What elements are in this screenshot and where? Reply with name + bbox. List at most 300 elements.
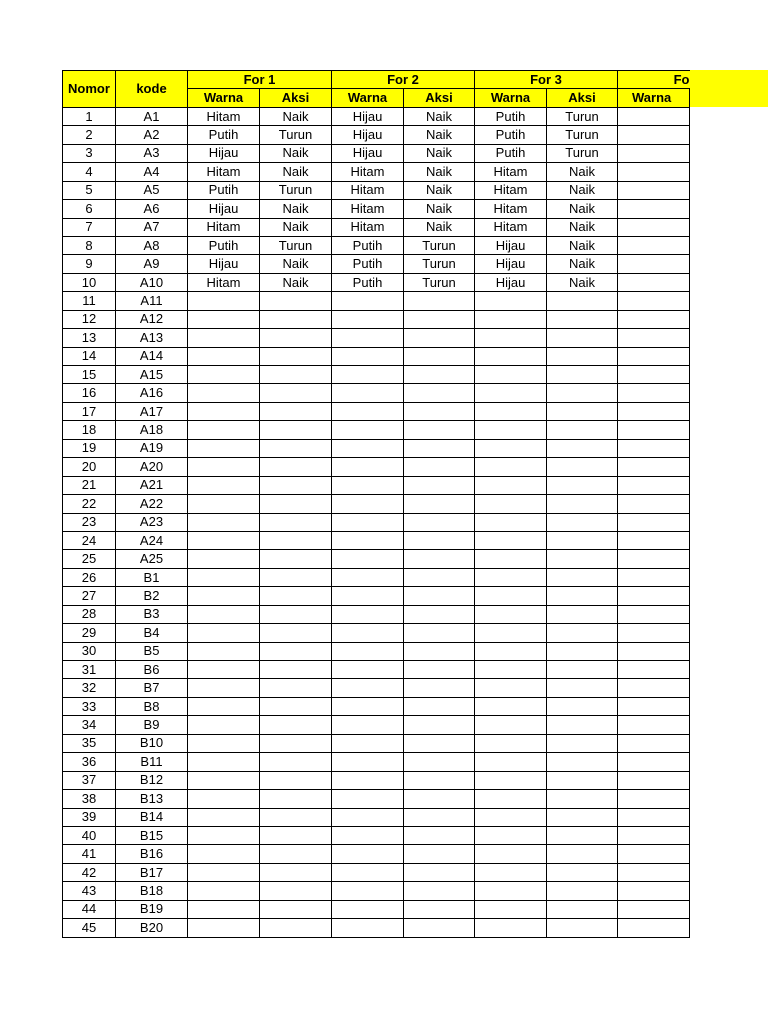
- cell-nomor[interactable]: 42: [63, 863, 116, 881]
- cell-kode[interactable]: A16: [116, 384, 188, 402]
- cell-aksi-1[interactable]: [260, 919, 332, 937]
- cell-aksi-3[interactable]: [547, 845, 618, 863]
- cell-nomor[interactable]: 29: [63, 624, 116, 642]
- cell-warna-4[interactable]: [618, 347, 690, 365]
- cell-warna-3[interactable]: [475, 329, 547, 347]
- cell-aksi-1[interactable]: [260, 771, 332, 789]
- cell-kode[interactable]: B3: [116, 605, 188, 623]
- cell-aksi-1[interactable]: [260, 550, 332, 568]
- cell-warna-2[interactable]: Hijau: [332, 144, 404, 162]
- cell-warna-3[interactable]: [475, 661, 547, 679]
- cell-warna-3[interactable]: [475, 642, 547, 660]
- cell-aksi-2[interactable]: [404, 919, 475, 937]
- cell-warna-2[interactable]: [332, 347, 404, 365]
- cell-warna-2[interactable]: [332, 402, 404, 420]
- cell-warna-1[interactable]: Putih: [188, 126, 260, 144]
- cell-aksi-2[interactable]: [404, 624, 475, 642]
- cell-warna-3[interactable]: [475, 882, 547, 900]
- cell-warna-2[interactable]: [332, 421, 404, 439]
- cell-warna-2[interactable]: [332, 292, 404, 310]
- cell-warna-1[interactable]: [188, 771, 260, 789]
- cell-aksi-3[interactable]: [547, 661, 618, 679]
- cell-warna-1[interactable]: Hitam: [188, 218, 260, 236]
- cell-warna-3[interactable]: [475, 624, 547, 642]
- cell-kode[interactable]: A2: [116, 126, 188, 144]
- cell-nomor[interactable]: 22: [63, 495, 116, 513]
- cell-warna-4[interactable]: [618, 679, 690, 697]
- cell-warna-1[interactable]: [188, 826, 260, 844]
- cell-aksi-3[interactable]: [547, 587, 618, 605]
- cell-aksi-2[interactable]: [404, 790, 475, 808]
- cell-aksi-2[interactable]: [404, 753, 475, 771]
- cell-aksi-3[interactable]: [547, 863, 618, 881]
- cell-warna-1[interactable]: [188, 310, 260, 328]
- cell-aksi-2[interactable]: Turun: [404, 273, 475, 291]
- cell-warna-3[interactable]: Hijau: [475, 255, 547, 273]
- cell-nomor[interactable]: 16: [63, 384, 116, 402]
- cell-aksi-1[interactable]: [260, 863, 332, 881]
- cell-aksi-3[interactable]: Naik: [547, 200, 618, 218]
- cell-nomor[interactable]: 4: [63, 163, 116, 181]
- cell-aksi-1[interactable]: [260, 458, 332, 476]
- cell-aksi-2[interactable]: [404, 366, 475, 384]
- cell-aksi-3[interactable]: Naik: [547, 236, 618, 254]
- cell-nomor[interactable]: 26: [63, 568, 116, 586]
- cell-warna-3[interactable]: [475, 697, 547, 715]
- cell-aksi-2[interactable]: [404, 734, 475, 752]
- header-nomor[interactable]: Nomor: [63, 71, 116, 108]
- cell-warna-3[interactable]: [475, 421, 547, 439]
- cell-aksi-2[interactable]: [404, 513, 475, 531]
- cell-aksi-1[interactable]: Naik: [260, 107, 332, 125]
- cell-nomor[interactable]: 27: [63, 587, 116, 605]
- cell-aksi-3[interactable]: [547, 808, 618, 826]
- cell-nomor[interactable]: 37: [63, 771, 116, 789]
- cell-aksi-1[interactable]: [260, 808, 332, 826]
- cell-aksi-3[interactable]: [547, 882, 618, 900]
- cell-warna-2[interactable]: [332, 845, 404, 863]
- cell-warna-1[interactable]: [188, 624, 260, 642]
- cell-kode[interactable]: A17: [116, 402, 188, 420]
- cell-warna-1[interactable]: [188, 568, 260, 586]
- cell-kode[interactable]: B5: [116, 642, 188, 660]
- cell-aksi-2[interactable]: [404, 439, 475, 457]
- cell-warna-2[interactable]: Hijau: [332, 126, 404, 144]
- cell-aksi-1[interactable]: Turun: [260, 236, 332, 254]
- cell-aksi-1[interactable]: [260, 697, 332, 715]
- cell-warna-2[interactable]: Putih: [332, 255, 404, 273]
- cell-nomor[interactable]: 17: [63, 402, 116, 420]
- cell-aksi-2[interactable]: Turun: [404, 255, 475, 273]
- cell-nomor[interactable]: 3: [63, 144, 116, 162]
- cell-warna-1[interactable]: [188, 661, 260, 679]
- cell-aksi-1[interactable]: [260, 384, 332, 402]
- cell-warna-1[interactable]: [188, 439, 260, 457]
- cell-warna-2[interactable]: [332, 624, 404, 642]
- cell-kode[interactable]: A4: [116, 163, 188, 181]
- cell-nomor[interactable]: 8: [63, 236, 116, 254]
- cell-warna-1[interactable]: [188, 605, 260, 623]
- cell-warna-2[interactable]: [332, 863, 404, 881]
- cell-warna-1[interactable]: [188, 421, 260, 439]
- cell-warna-1[interactable]: Putih: [188, 236, 260, 254]
- cell-warna-3[interactable]: [475, 863, 547, 881]
- cell-warna-1[interactable]: [188, 329, 260, 347]
- cell-warna-4[interactable]: [618, 734, 690, 752]
- cell-nomor[interactable]: 9: [63, 255, 116, 273]
- cell-aksi-3[interactable]: [547, 476, 618, 494]
- cell-warna-1[interactable]: [188, 495, 260, 513]
- cell-nomor[interactable]: 40: [63, 826, 116, 844]
- cell-kode[interactable]: A21: [116, 476, 188, 494]
- cell-aksi-2[interactable]: Naik: [404, 200, 475, 218]
- cell-warna-2[interactable]: Putih: [332, 273, 404, 291]
- cell-warna-4[interactable]: [618, 236, 690, 254]
- cell-warna-3[interactable]: [475, 476, 547, 494]
- cell-nomor[interactable]: 43: [63, 882, 116, 900]
- cell-aksi-2[interactable]: [404, 845, 475, 863]
- cell-warna-4[interactable]: [618, 292, 690, 310]
- cell-aksi-2[interactable]: [404, 329, 475, 347]
- cell-kode[interactable]: B9: [116, 716, 188, 734]
- cell-warna-2[interactable]: [332, 900, 404, 918]
- cell-aksi-3[interactable]: [547, 716, 618, 734]
- cell-nomor[interactable]: 2: [63, 126, 116, 144]
- cell-warna-4[interactable]: [618, 476, 690, 494]
- cell-kode[interactable]: A15: [116, 366, 188, 384]
- cell-aksi-2[interactable]: [404, 568, 475, 586]
- cell-nomor[interactable]: 33: [63, 697, 116, 715]
- cell-warna-3[interactable]: [475, 753, 547, 771]
- cell-kode[interactable]: A18: [116, 421, 188, 439]
- cell-nomor[interactable]: 31: [63, 661, 116, 679]
- cell-warna-4[interactable]: [618, 790, 690, 808]
- cell-aksi-2[interactable]: [404, 384, 475, 402]
- cell-aksi-3[interactable]: [547, 347, 618, 365]
- cell-kode[interactable]: B11: [116, 753, 188, 771]
- cell-aksi-2[interactable]: Naik: [404, 126, 475, 144]
- cell-aksi-2[interactable]: [404, 605, 475, 623]
- cell-aksi-2[interactable]: [404, 550, 475, 568]
- cell-nomor[interactable]: 24: [63, 531, 116, 549]
- cell-warna-2[interactable]: [332, 310, 404, 328]
- cell-aksi-1[interactable]: [260, 605, 332, 623]
- cell-warna-1[interactable]: [188, 863, 260, 881]
- cell-aksi-3[interactable]: Naik: [547, 163, 618, 181]
- cell-nomor[interactable]: 20: [63, 458, 116, 476]
- cell-warna-1[interactable]: [188, 882, 260, 900]
- cell-aksi-2[interactable]: [404, 882, 475, 900]
- cell-aksi-1[interactable]: Naik: [260, 163, 332, 181]
- cell-warna-4[interactable]: [618, 863, 690, 881]
- cell-aksi-3[interactable]: [547, 384, 618, 402]
- cell-warna-4[interactable]: [618, 642, 690, 660]
- cell-aksi-2[interactable]: [404, 310, 475, 328]
- cell-aksi-1[interactable]: [260, 310, 332, 328]
- cell-warna-3[interactable]: [475, 531, 547, 549]
- cell-aksi-3[interactable]: Naik: [547, 218, 618, 236]
- cell-aksi-1[interactable]: [260, 366, 332, 384]
- cell-warna-4[interactable]: [618, 753, 690, 771]
- cell-kode[interactable]: A1: [116, 107, 188, 125]
- cell-aksi-2[interactable]: [404, 642, 475, 660]
- cell-kode[interactable]: A23: [116, 513, 188, 531]
- cell-warna-4[interactable]: [618, 384, 690, 402]
- cell-warna-1[interactable]: [188, 384, 260, 402]
- cell-warna-2[interactable]: [332, 495, 404, 513]
- cell-warna-3[interactable]: Putih: [475, 144, 547, 162]
- cell-warna-4[interactable]: [618, 697, 690, 715]
- cell-warna-2[interactable]: [332, 366, 404, 384]
- cell-aksi-3[interactable]: [547, 697, 618, 715]
- cell-warna-3[interactable]: [475, 347, 547, 365]
- cell-warna-2[interactable]: [332, 808, 404, 826]
- cell-kode[interactable]: A6: [116, 200, 188, 218]
- cell-warna-3[interactable]: Hijau: [475, 236, 547, 254]
- cell-aksi-2[interactable]: [404, 292, 475, 310]
- cell-aksi-1[interactable]: [260, 495, 332, 513]
- cell-nomor[interactable]: 45: [63, 919, 116, 937]
- header-warna-3[interactable]: Warna: [475, 89, 547, 107]
- header-group-for-2[interactable]: For 2: [332, 71, 475, 89]
- cell-warna-4[interactable]: [618, 568, 690, 586]
- cell-aksi-1[interactable]: [260, 716, 332, 734]
- cell-warna-4[interactable]: [618, 402, 690, 420]
- cell-warna-4[interactable]: [618, 329, 690, 347]
- cell-aksi-1[interactable]: [260, 845, 332, 863]
- cell-warna-3[interactable]: [475, 919, 547, 937]
- cell-warna-1[interactable]: [188, 292, 260, 310]
- cell-kode[interactable]: B6: [116, 661, 188, 679]
- cell-warna-1[interactable]: [188, 550, 260, 568]
- cell-warna-2[interactable]: [332, 753, 404, 771]
- cell-nomor[interactable]: 39: [63, 808, 116, 826]
- cell-aksi-3[interactable]: [547, 624, 618, 642]
- header-warna-1[interactable]: Warna: [188, 89, 260, 107]
- cell-warna-4[interactable]: [618, 255, 690, 273]
- cell-nomor[interactable]: 34: [63, 716, 116, 734]
- cell-aksi-1[interactable]: [260, 679, 332, 697]
- cell-warna-3[interactable]: [475, 900, 547, 918]
- cell-kode[interactable]: B15: [116, 826, 188, 844]
- cell-warna-4[interactable]: [618, 458, 690, 476]
- cell-warna-2[interactable]: Hitam: [332, 200, 404, 218]
- cell-aksi-3[interactable]: [547, 550, 618, 568]
- cell-warna-3[interactable]: Putih: [475, 107, 547, 125]
- cell-aksi-1[interactable]: [260, 329, 332, 347]
- cell-aksi-1[interactable]: [260, 642, 332, 660]
- cell-warna-4[interactable]: [618, 716, 690, 734]
- header-aksi-1[interactable]: Aksi: [260, 89, 332, 107]
- cell-nomor[interactable]: 15: [63, 366, 116, 384]
- cell-kode[interactable]: A3: [116, 144, 188, 162]
- cell-aksi-2[interactable]: Turun: [404, 236, 475, 254]
- header-warna-2[interactable]: Warna: [332, 89, 404, 107]
- cell-aksi-1[interactable]: [260, 292, 332, 310]
- cell-aksi-2[interactable]: Naik: [404, 107, 475, 125]
- cell-kode[interactable]: B2: [116, 587, 188, 605]
- cell-warna-2[interactable]: Hitam: [332, 163, 404, 181]
- cell-warna-4[interactable]: [618, 439, 690, 457]
- cell-warna-4[interactable]: [618, 107, 690, 125]
- cell-kode[interactable]: B18: [116, 882, 188, 900]
- cell-kode[interactable]: A10: [116, 273, 188, 291]
- cell-aksi-3[interactable]: [547, 292, 618, 310]
- cell-aksi-3[interactable]: [547, 642, 618, 660]
- cell-nomor[interactable]: 11: [63, 292, 116, 310]
- cell-warna-3[interactable]: [475, 771, 547, 789]
- cell-warna-4[interactable]: [618, 273, 690, 291]
- cell-kode[interactable]: A24: [116, 531, 188, 549]
- header-warna-4[interactable]: Warna: [618, 89, 690, 107]
- cell-kode[interactable]: B19: [116, 900, 188, 918]
- cell-warna-3[interactable]: Hijau: [475, 273, 547, 291]
- cell-warna-1[interactable]: [188, 513, 260, 531]
- cell-nomor[interactable]: 28: [63, 605, 116, 623]
- header-aksi-3[interactable]: Aksi: [547, 89, 618, 107]
- cell-nomor[interactable]: 32: [63, 679, 116, 697]
- cell-warna-2[interactable]: [332, 661, 404, 679]
- cell-warna-4[interactable]: [618, 919, 690, 937]
- cell-aksi-3[interactable]: [547, 439, 618, 457]
- cell-warna-3[interactable]: [475, 605, 547, 623]
- cell-kode[interactable]: A9: [116, 255, 188, 273]
- cell-aksi-2[interactable]: [404, 476, 475, 494]
- cell-aksi-1[interactable]: [260, 568, 332, 586]
- cell-warna-1[interactable]: Hitam: [188, 163, 260, 181]
- cell-warna-2[interactable]: Hijau: [332, 107, 404, 125]
- cell-warna-3[interactable]: Hitam: [475, 218, 547, 236]
- cell-warna-1[interactable]: [188, 347, 260, 365]
- header-aksi-2[interactable]: Aksi: [404, 89, 475, 107]
- cell-aksi-1[interactable]: [260, 826, 332, 844]
- cell-warna-3[interactable]: [475, 826, 547, 844]
- cell-nomor[interactable]: 5: [63, 181, 116, 199]
- cell-warna-2[interactable]: [332, 458, 404, 476]
- cell-kode[interactable]: B7: [116, 679, 188, 697]
- cell-warna-4[interactable]: [618, 550, 690, 568]
- cell-warna-2[interactable]: Hitam: [332, 181, 404, 199]
- cell-warna-1[interactable]: [188, 716, 260, 734]
- cell-warna-4[interactable]: [618, 513, 690, 531]
- cell-warna-1[interactable]: Hijau: [188, 255, 260, 273]
- cell-warna-2[interactable]: [332, 550, 404, 568]
- cell-aksi-3[interactable]: Naik: [547, 255, 618, 273]
- cell-nomor[interactable]: 1: [63, 107, 116, 125]
- cell-warna-4[interactable]: [618, 495, 690, 513]
- cell-aksi-3[interactable]: [547, 900, 618, 918]
- cell-aksi-2[interactable]: Naik: [404, 144, 475, 162]
- cell-warna-3[interactable]: Hitam: [475, 163, 547, 181]
- cell-aksi-3[interactable]: Turun: [547, 107, 618, 125]
- cell-kode[interactable]: B16: [116, 845, 188, 863]
- cell-nomor[interactable]: 23: [63, 513, 116, 531]
- cell-warna-3[interactable]: [475, 587, 547, 605]
- cell-aksi-3[interactable]: [547, 919, 618, 937]
- cell-warna-4[interactable]: [618, 366, 690, 384]
- cell-warna-1[interactable]: [188, 790, 260, 808]
- cell-aksi-3[interactable]: Turun: [547, 144, 618, 162]
- cell-nomor[interactable]: 38: [63, 790, 116, 808]
- cell-aksi-2[interactable]: [404, 458, 475, 476]
- cell-kode[interactable]: A5: [116, 181, 188, 199]
- cell-aksi-3[interactable]: [547, 790, 618, 808]
- cell-warna-4[interactable]: [618, 826, 690, 844]
- cell-warna-3[interactable]: [475, 402, 547, 420]
- cell-warna-4[interactable]: [618, 531, 690, 549]
- cell-warna-1[interactable]: Hitam: [188, 107, 260, 125]
- header-kode[interactable]: kode: [116, 71, 188, 108]
- cell-nomor[interactable]: 13: [63, 329, 116, 347]
- cell-warna-2[interactable]: Putih: [332, 236, 404, 254]
- cell-warna-4[interactable]: [618, 200, 690, 218]
- cell-warna-1[interactable]: Hijau: [188, 200, 260, 218]
- cell-aksi-1[interactable]: Naik: [260, 273, 332, 291]
- cell-aksi-2[interactable]: [404, 826, 475, 844]
- cell-aksi-1[interactable]: [260, 734, 332, 752]
- cell-kode[interactable]: A22: [116, 495, 188, 513]
- cell-aksi-3[interactable]: [547, 753, 618, 771]
- cell-warna-3[interactable]: [475, 458, 547, 476]
- cell-aksi-2[interactable]: [404, 661, 475, 679]
- cell-nomor[interactable]: 21: [63, 476, 116, 494]
- cell-warna-4[interactable]: [618, 163, 690, 181]
- cell-nomor[interactable]: 10: [63, 273, 116, 291]
- cell-warna-4[interactable]: [618, 624, 690, 642]
- cell-kode[interactable]: A7: [116, 218, 188, 236]
- cell-aksi-3[interactable]: [547, 329, 618, 347]
- cell-warna-1[interactable]: [188, 679, 260, 697]
- cell-warna-2[interactable]: [332, 568, 404, 586]
- cell-warna-1[interactable]: [188, 697, 260, 715]
- cell-warna-3[interactable]: Putih: [475, 126, 547, 144]
- cell-nomor[interactable]: 30: [63, 642, 116, 660]
- cell-warna-4[interactable]: [618, 421, 690, 439]
- cell-warna-1[interactable]: [188, 734, 260, 752]
- cell-warna-2[interactable]: [332, 476, 404, 494]
- cell-aksi-2[interactable]: [404, 716, 475, 734]
- cell-aksi-1[interactable]: [260, 402, 332, 420]
- cell-aksi-1[interactable]: [260, 513, 332, 531]
- cell-warna-2[interactable]: [332, 531, 404, 549]
- cell-aksi-3[interactable]: Naik: [547, 181, 618, 199]
- header-group-for-1[interactable]: For 1: [188, 71, 332, 89]
- cell-aksi-3[interactable]: Naik: [547, 273, 618, 291]
- cell-aksi-1[interactable]: [260, 790, 332, 808]
- cell-warna-3[interactable]: [475, 513, 547, 531]
- cell-aksi-3[interactable]: [547, 421, 618, 439]
- cell-aksi-1[interactable]: [260, 624, 332, 642]
- cell-nomor[interactable]: 41: [63, 845, 116, 863]
- cell-warna-4[interactable]: [618, 587, 690, 605]
- cell-warna-2[interactable]: [332, 642, 404, 660]
- header-group-for-4[interactable]: Fo: [618, 71, 690, 89]
- cell-warna-1[interactable]: Putih: [188, 181, 260, 199]
- cell-aksi-3[interactable]: [547, 568, 618, 586]
- cell-aksi-2[interactable]: [404, 531, 475, 549]
- cell-warna-4[interactable]: [618, 218, 690, 236]
- cell-nomor[interactable]: 7: [63, 218, 116, 236]
- cell-warna-3[interactable]: Hitam: [475, 200, 547, 218]
- cell-warna-3[interactable]: [475, 734, 547, 752]
- cell-aksi-2[interactable]: [404, 402, 475, 420]
- cell-kode[interactable]: A12: [116, 310, 188, 328]
- cell-aksi-3[interactable]: [547, 771, 618, 789]
- cell-warna-4[interactable]: [618, 771, 690, 789]
- cell-aksi-3[interactable]: [547, 531, 618, 549]
- cell-warna-4[interactable]: [618, 144, 690, 162]
- cell-warna-2[interactable]: [332, 384, 404, 402]
